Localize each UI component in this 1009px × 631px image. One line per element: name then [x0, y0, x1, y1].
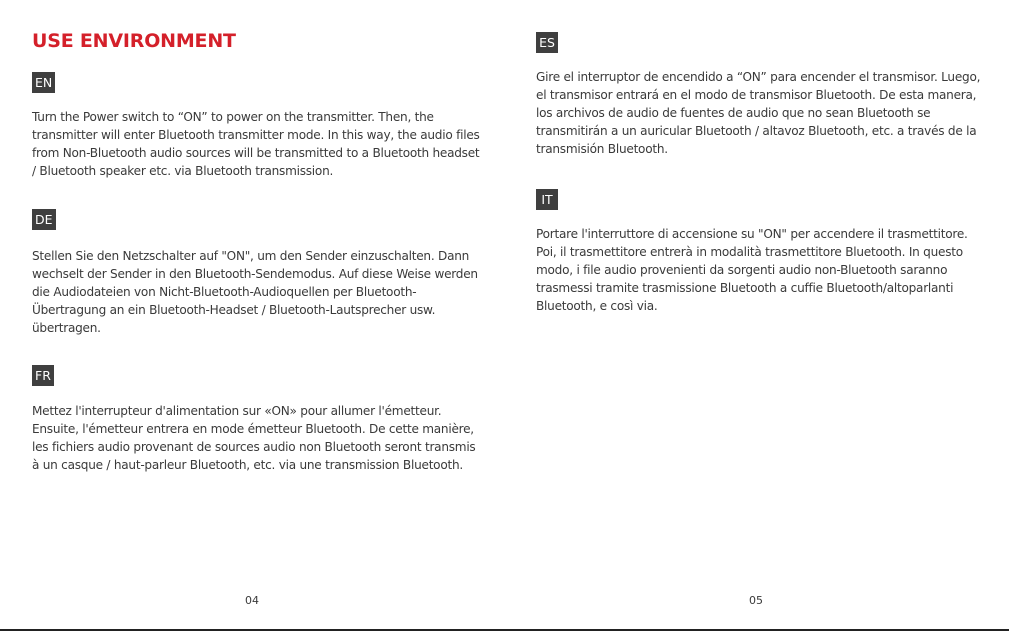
- lang-badge-es: ES: [536, 32, 558, 53]
- lang-badge-it: IT: [536, 189, 558, 210]
- paragraph-en: Turn the Power switch to “ON” to power on the transmitter. Then, the transmitter will enter Bluetooth transmitter mode. In this way, the audio files from Non-Bluetooth audio sources will be transmitted to a Bluetooth headset / Bluetooth speaker etc. via Bluetooth transmission.: [32, 110, 480, 178]
- lang-badge-fr: FR: [32, 365, 54, 386]
- lang-badge-de: DE: [32, 209, 56, 230]
- paragraph-es: Gire el interruptor de encendido a “ON” para encender el transmisor. Luego, el transmisor entrará en el modo de transmisor Bluetooth. De esta manera, los archivos de audio de fuentes de audio que no sean Bluetooth se transmitirán a un auricular Bluetooth / altavoz Bluetooth, etc. a través de la transmisión Bluetooth.: [536, 70, 981, 156]
- paragraph-fr: Mettez l'interrupteur d'alimentation sur «ON» pour allumer l'émetteur. Ensuite, l'émetteur entrera en mode émetteur Bluetooth. De cette manière, les fichiers audio provenant de sources audio non Bluetooth seront transmis à un casque / haut-parleur Bluetooth, etc. via une transmission Bluetooth.: [32, 404, 476, 472]
- page-title: USE ENVIRONMENT: [32, 30, 236, 52]
- paragraph-it: Portare l'interruttore di accensione su "ON" per accendere il trasmettitore. Poi, il trasmettitore entrerà in modalità trasmettitore Bluetooth. In questo modo, i file audio provenienti da sorgenti audio non-Bluetooth saranno trasmessi tramite trasmissione Bluetooth a cuffie Bluetooth/altoparlanti Bluetooth, e così via.: [536, 227, 968, 313]
- paragraph-de: Stellen Sie den Netzschalter auf "ON", um den Sender einzuschalten. Dann wechselt der Sender in den Bluetooth-Sendemodus. Auf diese Weise werden die Audiodateien von Nicht-Bluetooth-Audioquellen per Bluetooth-Übertragung an ein Bluetooth-Headset / Bluetooth-Lautsprecher usw. übertragen.: [32, 249, 478, 335]
- page-number-right: 05: [749, 594, 763, 607]
- page-number-left: 04: [245, 594, 259, 607]
- lang-badge-en: EN: [32, 72, 55, 93]
